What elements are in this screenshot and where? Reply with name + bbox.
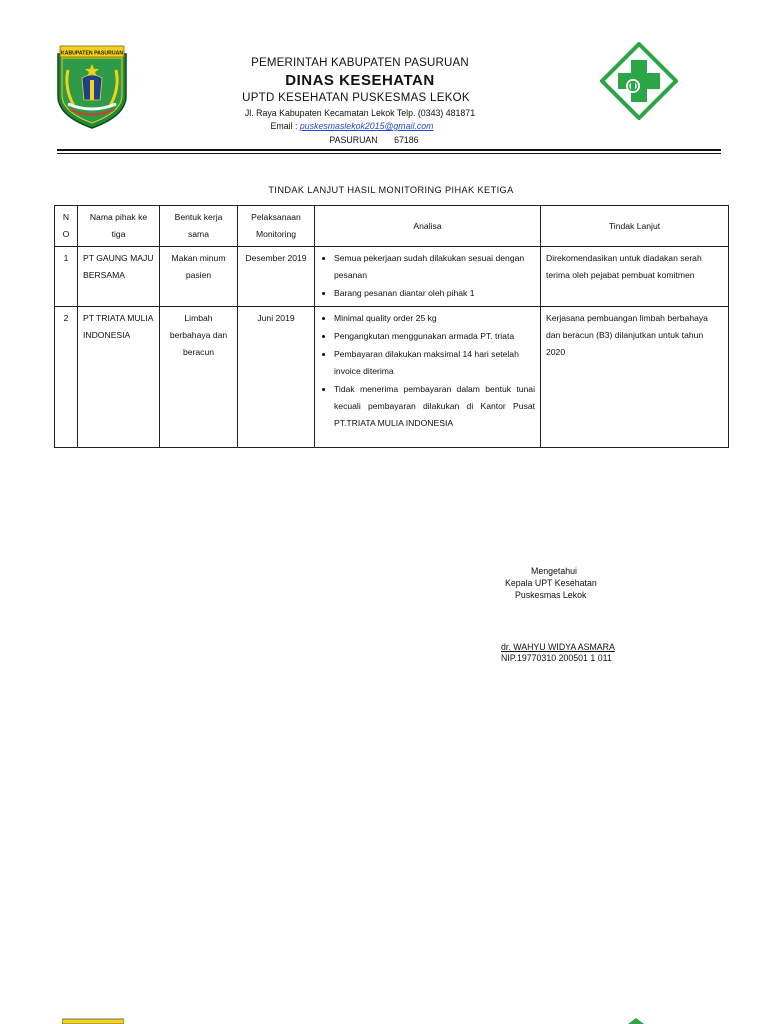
analysis-item: • Pembayaran dilakukan maksimal 14 hari setelah invoice diterima — [334, 346, 535, 380]
header-party: Nama pihak ke tiga — [78, 206, 160, 247]
row-form: Makan minum pasien — [160, 247, 238, 307]
email-row — [0, 121, 712, 131]
row-no: 2 — [55, 307, 78, 448]
row-party: PT GAUNG MAJU BERSAMA — [78, 247, 160, 307]
header-divider-thin — [57, 153, 721, 154]
row-analysis — [315, 247, 541, 307]
header-analysis: Analisa — [315, 206, 541, 247]
signature-institution: Puskesmas Lekok — [515, 590, 587, 600]
postal-code: 67186 — [394, 135, 419, 145]
email-label: Email : — [270, 121, 298, 131]
address-line: Jl. Raya Kabupaten Kecamatan Lekok Telp. (0343) 481871 — [244, 108, 476, 118]
city-name: PASURUAN — [329, 135, 378, 145]
emblem-banner-text: KABUPATEN PASURUAN — [60, 50, 124, 57]
next-page-emblem-fragment — [62, 1018, 124, 1024]
monitoring-table — [54, 205, 729, 448]
row-analysis — [315, 307, 541, 448]
city-row — [14, 135, 734, 145]
analysis-item: • Semua pekerjaan sudah dilakukan sesuai dengan pesanan — [334, 250, 535, 284]
table-header-row — [55, 206, 729, 247]
document-title: TINDAK LANJUT HASIL MONITORING PIHAK KETIGA — [268, 185, 514, 195]
row-no: 1 — [55, 247, 78, 307]
header-divider-thick — [57, 149, 721, 151]
header-form: Bentuk kerja sama — [160, 206, 238, 247]
header-followup: Tindak Lanjut — [541, 206, 729, 247]
table-row — [55, 247, 729, 307]
analysis-item: • Barang pesanan diantar oleh pihak 1 — [334, 285, 535, 302]
signature-acknowledged: Mengetahui — [531, 566, 577, 576]
signatory-nip: NIP.19770310 200501 1 011 — [501, 653, 612, 663]
next-page-logo-fragment — [628, 1018, 644, 1024]
row-monitoring: Juni 2019 — [238, 307, 315, 448]
row-form: Limbah berbahaya dan beracun — [160, 307, 238, 448]
row-followup: Kerjasana pembuangan limbah berbahaya dan beracun (B3) dilanjutkan untuk tahun 2020 — [541, 307, 729, 448]
table-row — [55, 307, 729, 448]
header-monitoring: Pelaksanaan Monitoring — [238, 206, 315, 247]
signatory-name: dr. WAHYU WIDYA ASMARA — [501, 642, 615, 652]
analysis-item: • Tidak menerima pembayaran dalam bentuk tunai kecuali pembayaran dilakukan di Kantor Pusat PT.TRIATA MULIA INDONESIA — [334, 381, 535, 432]
row-followup: Direkomendasikan untuk diadakan serah terima oleh pejabat pembuat komitmen — [541, 247, 729, 307]
department-heading: DINAS KESEHATAN — [285, 72, 435, 89]
unit-heading: UPTD KESEHATAN PUSKESMAS LEKOK — [242, 92, 470, 104]
row-party: PT TRIATA MULIA INDONESIA — [78, 307, 160, 448]
government-heading: PEMERINTAH KABUPATEN PASURUAN — [251, 57, 469, 69]
email-link[interactable]: puskesmaslekok2015@gmail.com — [299, 121, 434, 131]
header-no: N O — [55, 206, 78, 247]
analysis-item: • Minimal quality order 25 kg — [334, 310, 535, 327]
analysis-item: • Pengangkutan menggunakan armada PT. triata — [334, 328, 535, 345]
signature-position: Kepala UPT Kesehatan — [505, 578, 597, 588]
row-monitoring: Desember 2019 — [238, 247, 315, 307]
